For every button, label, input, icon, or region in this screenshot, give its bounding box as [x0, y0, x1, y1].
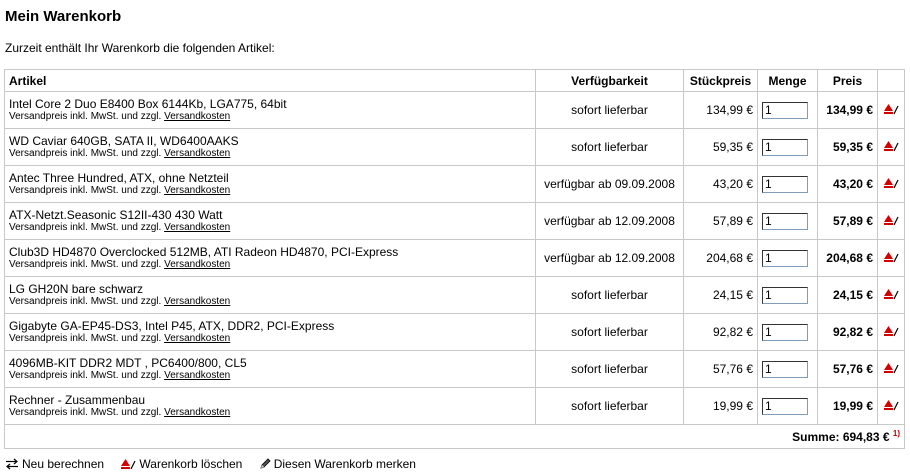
cart-delete-icon[interactable]	[883, 251, 899, 263]
article-cell	[5, 314, 536, 351]
shipping-costs-link[interactable]: Versandkosten	[164, 333, 231, 344]
article-name: Intel Core 2 Duo E8400 Box 6144Kb, LGA775, 64bit	[9, 97, 287, 111]
cart-delete-icon[interactable]	[883, 325, 899, 337]
article-name: Rechner - Zusammenbau	[9, 393, 146, 407]
table-row	[5, 240, 905, 277]
price-cell: 43,20 €	[818, 166, 878, 203]
price-cell: 134,99 €	[818, 92, 878, 129]
unit-price-cell: 204,68 €	[684, 240, 758, 277]
unit-price-cell: 24,15 €	[684, 277, 758, 314]
unit-price-cell: 57,76 €	[684, 351, 758, 388]
availability-cell: sofort lieferbar	[536, 351, 684, 388]
article-name: WD Caviar 640GB, SATA II, WD6400AAKS	[9, 134, 239, 148]
price-cell: 24,15 €	[818, 277, 878, 314]
shipping-costs-link[interactable]: Versandkosten	[164, 296, 231, 307]
quantity-input[interactable]	[762, 324, 808, 341]
quantity-input[interactable]	[762, 287, 808, 304]
cart-delete-icon[interactable]	[883, 103, 899, 115]
header-delete	[878, 70, 905, 92]
table-row	[5, 351, 905, 388]
delete-cell	[878, 129, 905, 166]
shipping-costs-link[interactable]: Versandkosten	[164, 259, 231, 270]
remember-cart-label: Diesen Warenkorb merken	[273, 457, 416, 471]
delete-cell	[878, 388, 905, 425]
availability-cell: sofort lieferbar	[536, 277, 684, 314]
unit-price-cell: 43,20 €	[684, 166, 758, 203]
delete-cell	[878, 314, 905, 351]
delete-cell	[878, 203, 905, 240]
article-note-text: Versandpreis inkl. MwSt. und zzgl.	[9, 148, 162, 159]
quantity-cell	[758, 129, 818, 166]
article-note-text: Versandpreis inkl. MwSt. und zzgl.	[9, 296, 162, 307]
article-note	[9, 222, 531, 234]
article-note	[9, 370, 531, 382]
availability-cell: sofort lieferbar	[536, 314, 684, 351]
availability-cell: sofort lieferbar	[536, 388, 684, 425]
recalculate-label: Neu berechnen	[22, 457, 105, 471]
quantity-cell	[758, 277, 818, 314]
shipping-costs-link[interactable]: Versandkosten	[164, 370, 231, 381]
availability-cell: verfügbar ab 12.09.2008	[536, 240, 684, 277]
header-availability: Verfügbarkeit	[536, 70, 684, 92]
header-article: Artikel	[5, 70, 536, 92]
cart-delete-icon[interactable]	[883, 140, 899, 152]
table-row	[5, 203, 905, 240]
quantity-input[interactable]	[762, 361, 808, 378]
unit-price-cell: 59,35 €	[684, 129, 758, 166]
article-cell	[5, 351, 536, 388]
article-note	[9, 111, 531, 123]
price-cell: 59,35 €	[818, 129, 878, 166]
page-title: Mein Warenkorb	[5, 8, 122, 25]
shipping-costs-link[interactable]: Versandkosten	[164, 111, 231, 122]
article-note-text: Versandpreis inkl. MwSt. und zzgl.	[9, 370, 162, 381]
article-cell	[5, 388, 536, 425]
article-name: ATX-Netzt.Seasonic S12II-430 430 Watt	[9, 208, 223, 222]
article-cell	[5, 92, 536, 129]
cart-table	[4, 69, 905, 449]
header-price: Preis	[818, 70, 878, 92]
quantity-input[interactable]	[762, 250, 808, 267]
recalculate-button[interactable]	[5, 457, 104, 471]
recalculate-arrows-icon	[5, 458, 19, 470]
shipping-costs-link[interactable]: Versandkosten	[164, 222, 231, 233]
cart-delete-icon[interactable]	[883, 399, 899, 411]
table-row	[5, 166, 905, 203]
article-note	[9, 333, 531, 345]
price-cell: 204,68 €	[818, 240, 878, 277]
article-note-text: Versandpreis inkl. MwSt. und zzgl.	[9, 111, 162, 122]
quantity-input[interactable]	[762, 139, 808, 156]
cart-delete-icon[interactable]	[883, 214, 899, 226]
article-name: Gigabyte GA-EP45-DS3, Intel P45, ATX, DDR2, PCI-Express	[9, 319, 335, 333]
shipping-costs-link[interactable]: Versandkosten	[164, 148, 231, 159]
unit-price-cell: 57,89 €	[684, 203, 758, 240]
sum-cell	[5, 425, 905, 449]
quantity-input[interactable]	[762, 176, 808, 193]
sum-footnote[interactable]: 1)	[892, 429, 900, 438]
article-note-text: Versandpreis inkl. MwSt. und zzgl.	[9, 259, 162, 270]
cart-delete-icon[interactable]	[883, 288, 899, 300]
article-cell	[5, 203, 536, 240]
delete-cell	[878, 92, 905, 129]
article-note	[9, 148, 531, 160]
table-row	[5, 388, 905, 425]
unit-price-cell: 92,82 €	[684, 314, 758, 351]
delete-cell	[878, 166, 905, 203]
quantity-cell	[758, 351, 818, 388]
unit-price-cell: 19,99 €	[684, 388, 758, 425]
quantity-cell	[758, 166, 818, 203]
cart-actions	[5, 457, 429, 473]
quantity-cell	[758, 203, 818, 240]
quantity-cell	[758, 388, 818, 425]
quantity-input[interactable]	[762, 102, 808, 119]
article-note	[9, 296, 531, 308]
header-quantity: Menge	[758, 70, 818, 92]
article-cell	[5, 129, 536, 166]
quantity-input[interactable]	[762, 213, 808, 230]
quantity-cell	[758, 92, 818, 129]
delete-cell	[878, 240, 905, 277]
cart-delete-icon	[120, 458, 136, 470]
table-row	[5, 314, 905, 351]
table-row	[5, 129, 905, 166]
article-note-text: Versandpreis inkl. MwSt. und zzgl.	[9, 185, 162, 196]
article-name: Antec Three Hundred, ATX, ohne Netzteil	[9, 171, 229, 185]
article-name: LG GH20N bare schwarz	[9, 282, 144, 296]
price-cell: 92,82 €	[818, 314, 878, 351]
article-cell	[5, 240, 536, 277]
price-cell: 19,99 €	[818, 388, 878, 425]
article-note	[9, 407, 531, 419]
price-cell: 57,76 €	[818, 351, 878, 388]
cart-intro-text: Zurzeit enthält Ihr Warenkorb die folgenden Artikel:	[5, 41, 275, 55]
availability-cell: sofort lieferbar	[536, 92, 684, 129]
cart-delete-icon[interactable]	[883, 177, 899, 189]
article-note-text: Versandpreis inkl. MwSt. und zzgl.	[9, 407, 162, 418]
article-note-text: Versandpreis inkl. MwSt. und zzgl.	[9, 333, 162, 344]
delete-cell	[878, 277, 905, 314]
delete-cart-label: Warenkorb löschen	[139, 457, 243, 471]
article-cell	[5, 277, 536, 314]
table-row	[5, 92, 905, 129]
delete-cell	[878, 351, 905, 388]
quantity-cell	[758, 314, 818, 351]
pencil-icon	[259, 458, 271, 470]
sum-row	[5, 425, 905, 449]
article-name: 4096MB-KIT DDR2 MDT , PC6400/800, CL5	[9, 356, 247, 370]
table-row	[5, 277, 905, 314]
article-note	[9, 259, 531, 271]
header-unit-price: Stückpreis	[684, 70, 758, 92]
availability-cell: verfügbar ab 09.09.2008	[536, 166, 684, 203]
availability-cell: verfügbar ab 12.09.2008	[536, 203, 684, 240]
availability-cell: sofort lieferbar	[536, 129, 684, 166]
shipping-costs-link[interactable]: Versandkosten	[164, 407, 231, 418]
shipping-costs-link[interactable]: Versandkosten	[164, 185, 231, 196]
article-note	[9, 185, 531, 197]
cart-delete-icon[interactable]	[883, 362, 899, 374]
article-cell	[5, 166, 536, 203]
price-cell: 57,89 €	[818, 203, 878, 240]
delete-cart-button[interactable]	[120, 457, 242, 471]
sum-total: Summe: 694,83 €	[792, 430, 890, 444]
article-name: Club3D HD4870 Overclocked 512MB, ATI Radeon HD4870, PCI-Express	[9, 245, 399, 259]
article-note-text: Versandpreis inkl. MwSt. und zzgl.	[9, 222, 162, 233]
table-header-row	[5, 70, 905, 92]
quantity-cell	[758, 240, 818, 277]
remember-cart-button[interactable]	[259, 457, 416, 471]
unit-price-cell: 134,99 €	[684, 92, 758, 129]
quantity-input[interactable]	[762, 398, 808, 415]
